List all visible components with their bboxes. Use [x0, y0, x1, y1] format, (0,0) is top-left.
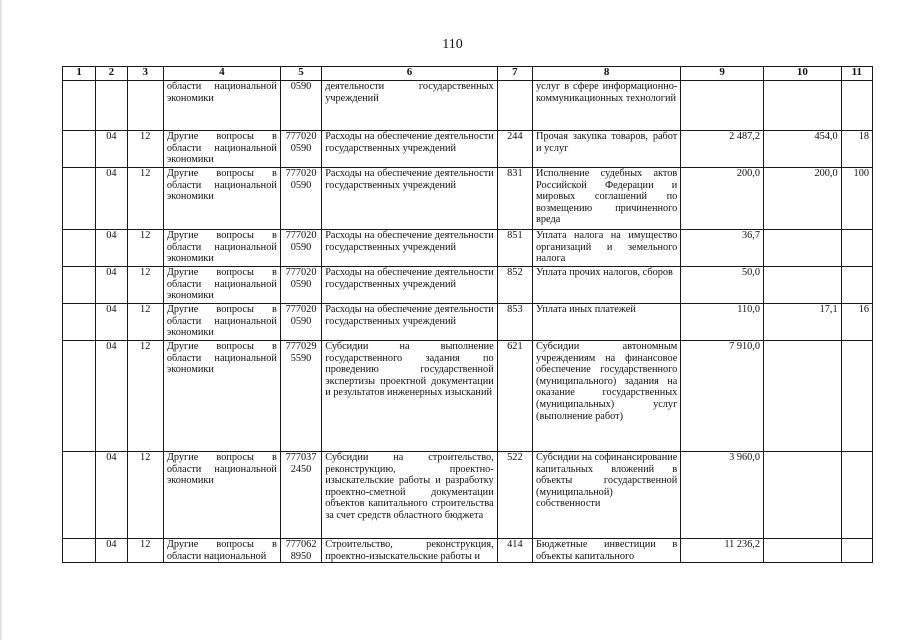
- cell-section-name: Другие вопросы в области национальной экономики: [163, 304, 280, 341]
- cell-subsection-code: [127, 81, 163, 131]
- cell-target-code: 777020 0590: [280, 131, 321, 168]
- cell-section-code: 04: [96, 341, 127, 452]
- cell-section-code: 04: [96, 267, 127, 304]
- cell-target-description: Расходы на обеспечение деятельности государственных учреждений: [322, 230, 498, 267]
- table-row: [63, 131, 873, 168]
- cell-executed-amount: [764, 230, 842, 267]
- cell-planned-amount: 36,7: [681, 230, 764, 267]
- cell-expense-code: 244: [497, 131, 532, 168]
- table-row: [63, 539, 873, 563]
- cell-subsection-code: 12: [127, 341, 163, 452]
- cell-planned-amount: 3 960,0: [681, 452, 764, 539]
- cell-col1: [63, 304, 96, 341]
- cell-subsection-code: 12: [127, 267, 163, 304]
- cell-section-code: [96, 81, 127, 131]
- cell-percent: 16: [841, 304, 872, 341]
- cell-section-name: Другие вопросы в области национальной экономики: [163, 452, 280, 539]
- cell-col1: [63, 168, 96, 230]
- cell-planned-amount: 7 910,0: [681, 341, 764, 452]
- cell-expense-code: 522: [497, 452, 532, 539]
- cell-percent: 100: [841, 168, 872, 230]
- cell-expense-description: Уплата налога на имущество организаций и земельного налога: [533, 230, 681, 267]
- cell-target-code: 777020 0590: [280, 230, 321, 267]
- cell-section-name: Другие вопросы в области национальной экономики: [163, 267, 280, 304]
- cell-target-code: 777062 8950: [280, 539, 321, 563]
- cell-section-name: Другие вопросы в области национальной экономики: [163, 230, 280, 267]
- scan-edge: [0, 0, 3, 640]
- cell-target-description: деятельности государственных учреждений: [322, 81, 498, 131]
- cell-section-code: 04: [96, 168, 127, 230]
- column-header: 6: [322, 67, 498, 81]
- cell-percent: [841, 267, 872, 304]
- column-header: 8: [533, 67, 681, 81]
- cell-expense-code: 853: [497, 304, 532, 341]
- cell-section-code: 04: [96, 539, 127, 563]
- cell-section-name: Другие вопросы в области национальной экономики: [163, 168, 280, 230]
- cell-target-code: 777029 5590: [280, 341, 321, 452]
- cell-subsection-code: 12: [127, 168, 163, 230]
- page-number: 110: [442, 37, 463, 52]
- column-header: 7: [497, 67, 532, 81]
- cell-section-name: области национальной экономики: [163, 81, 280, 131]
- cell-expense-code: 621: [497, 341, 532, 452]
- table-row: [63, 168, 873, 230]
- cell-expense-description: Прочая закупка товаров, работ и услуг: [533, 131, 681, 168]
- cell-expense-description: услуг в сфере информационно-коммуникационных технологий: [533, 81, 681, 131]
- cell-section-code: 04: [96, 230, 127, 267]
- cell-target-code: 0590: [280, 81, 321, 131]
- cell-section-name: Другие вопросы в области национальной экономики: [163, 341, 280, 452]
- column-header: 9: [681, 67, 764, 81]
- cell-section-code: 04: [96, 304, 127, 341]
- table-row: [63, 267, 873, 304]
- cell-expense-code: 414: [497, 539, 532, 563]
- cell-percent: [841, 230, 872, 267]
- cell-target-code: 777020 0590: [280, 304, 321, 341]
- table-row: [63, 452, 873, 539]
- cell-section-code: 04: [96, 452, 127, 539]
- cell-percent: [841, 452, 872, 539]
- column-header: 3: [127, 67, 163, 81]
- cell-percent: [841, 81, 872, 131]
- cell-executed-amount: [764, 452, 842, 539]
- cell-col1: [63, 267, 96, 304]
- cell-section-name: Другие вопросы в области национальной экономики: [163, 131, 280, 168]
- cell-executed-amount: [764, 267, 842, 304]
- cell-target-description: Строительство, реконструкция, проектно-изыскательские работы и: [322, 539, 498, 563]
- cell-executed-amount: [764, 81, 842, 131]
- cell-subsection-code: 12: [127, 452, 163, 539]
- cell-planned-amount: 110,0: [681, 304, 764, 341]
- cell-executed-amount: 17,1: [764, 304, 842, 341]
- cell-expense-code: 852: [497, 267, 532, 304]
- cell-expense-description: Субсидии автономным учреждениям на финансовое обеспечение государственного (муниципального) задания на оказание государственных (муниципальных) услуг (выполнение работ): [533, 341, 681, 452]
- cell-expense-code: 831: [497, 168, 532, 230]
- table-row: [63, 341, 873, 452]
- cell-col1: [63, 81, 96, 131]
- cell-executed-amount: 454,0: [764, 131, 842, 168]
- cell-planned-amount: 200,0: [681, 168, 764, 230]
- column-header: 5: [280, 67, 321, 81]
- cell-target-description: Расходы на обеспечение деятельности государственных учреждений: [322, 168, 498, 230]
- cell-expense-description: Субсидии на софинансирование капитальных вложений в объекты государственной (муниципальной) собственности: [533, 452, 681, 539]
- cell-expense-description: Уплата иных платежей: [533, 304, 681, 341]
- cell-planned-amount: 2 487,2: [681, 131, 764, 168]
- cell-planned-amount: [681, 81, 764, 131]
- cell-col1: [63, 230, 96, 267]
- column-number-row: [63, 67, 873, 81]
- column-header: 4: [163, 67, 280, 81]
- cell-expense-description: Бюджетные инвестиции в объекты капитального: [533, 539, 681, 563]
- cell-section-code: 04: [96, 131, 127, 168]
- column-header: 10: [764, 67, 842, 81]
- cell-section-name: Другие вопросы в области национальной: [163, 539, 280, 563]
- table-row: [63, 81, 873, 131]
- cell-target-description: Расходы на обеспечение деятельности государственных учреждений: [322, 304, 498, 341]
- cell-expense-code: [497, 81, 532, 131]
- cell-target-code: 777037 2450: [280, 452, 321, 539]
- column-header: 1: [63, 67, 96, 81]
- cell-subsection-code: 12: [127, 304, 163, 341]
- cell-subsection-code: 12: [127, 230, 163, 267]
- cell-col1: [63, 131, 96, 168]
- column-header: 2: [96, 67, 127, 81]
- cell-subsection-code: 12: [127, 131, 163, 168]
- cell-target-description: Субсидии на строительство, реконструкцию, проектно-изыскательские работы и разработку проектно-сметной документации объектов капитального строительства за счет средств областного бюджета: [322, 452, 498, 539]
- cell-subsection-code: 12: [127, 539, 163, 563]
- cell-executed-amount: [764, 539, 842, 563]
- cell-col1: [63, 341, 96, 452]
- cell-target-description: Субсидии на выполнение государственного задания по проведению государственной экспертизы проектной документации и результатов инженерных изысканий: [322, 341, 498, 452]
- cell-col1: [63, 539, 96, 563]
- cell-planned-amount: 50,0: [681, 267, 764, 304]
- cell-target-description: Расходы на обеспечение деятельности государственных учреждений: [322, 131, 498, 168]
- cell-executed-amount: [764, 341, 842, 452]
- cell-col1: [63, 452, 96, 539]
- budget-table: [62, 66, 873, 563]
- cell-expense-description: Исполнение судебных актов Российской Федерации и мировых соглашений по возмещению причиненного вреда: [533, 168, 681, 230]
- cell-target-description: Расходы на обеспечение деятельности государственных учреждений: [322, 267, 498, 304]
- table-row: [63, 304, 873, 341]
- table-row: [63, 230, 873, 267]
- cell-planned-amount: 11 236,2: [681, 539, 764, 563]
- cell-percent: [841, 341, 872, 452]
- cell-target-code: 777020 0590: [280, 267, 321, 304]
- cell-executed-amount: 200,0: [764, 168, 842, 230]
- column-header: 11: [841, 67, 872, 81]
- cell-target-code: 777020 0590: [280, 168, 321, 230]
- cell-expense-code: 851: [497, 230, 532, 267]
- cell-expense-description: Уплата прочих налогов, сборов: [533, 267, 681, 304]
- cell-percent: [841, 539, 872, 563]
- cell-percent: 18: [841, 131, 872, 168]
